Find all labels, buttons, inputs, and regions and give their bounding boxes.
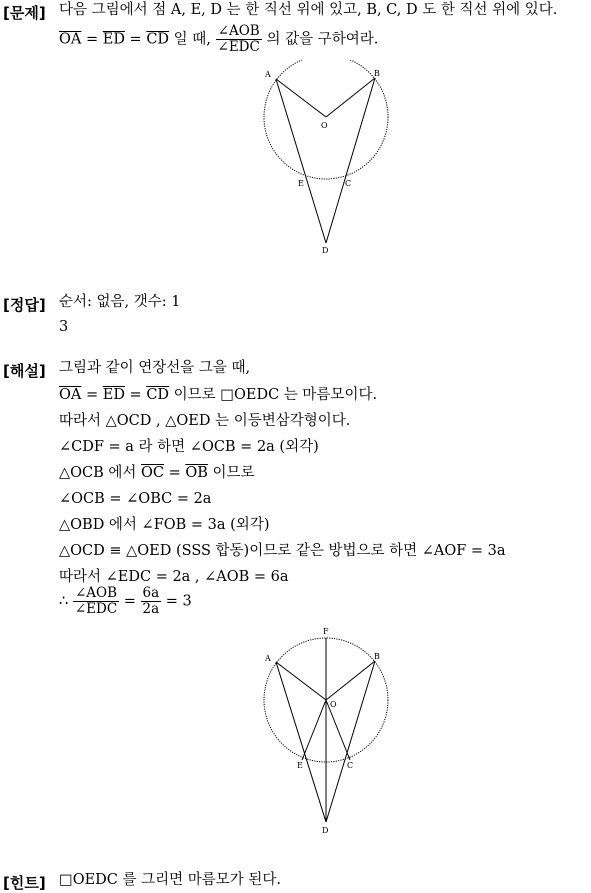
point-e-label: E bbox=[298, 179, 304, 188]
segment-cd: $\overline{CD}$ bbox=[146, 387, 170, 403]
point-a-label: A bbox=[265, 654, 271, 663]
equals: = bbox=[164, 465, 186, 481]
segment-ed: $\overline{ED}$ bbox=[102, 387, 125, 403]
segment-ob bbox=[326, 661, 375, 700]
line-ad bbox=[276, 79, 326, 243]
hint-label: [힌트] bbox=[3, 874, 46, 892]
solution-line-3: 따라서 △OCD , △OED 는 이등변삼각형이다. bbox=[59, 413, 351, 429]
segment-oc: $\overline{OC}$ bbox=[141, 465, 165, 481]
fraction-numerator: ∠AOB bbox=[216, 24, 262, 40]
problem-line-2 bbox=[59, 24, 378, 55]
fraction-denominator: ∠EDC bbox=[217, 39, 260, 55]
hint-text: □OEDC 를 그리면 마름모가 된다. bbox=[59, 872, 282, 888]
rhombus-text: 이므로 □OEDC 는 마름모이다. bbox=[169, 387, 378, 403]
segment-oa: $\overline{OA}$ bbox=[59, 387, 82, 403]
point-b-label: B bbox=[374, 69, 380, 78]
point-b-label: B bbox=[374, 652, 380, 661]
point-f-label: F bbox=[323, 627, 329, 636]
point-o-label: O bbox=[330, 700, 337, 709]
condition-text: 일 때, bbox=[169, 31, 216, 48]
equals: = bbox=[81, 31, 103, 48]
equals: = bbox=[119, 593, 141, 610]
solution-conclusion bbox=[59, 586, 192, 617]
point-e-label: E bbox=[297, 761, 303, 770]
solution-line-1: 그림과 같이 연장선을 그을 때, bbox=[59, 360, 251, 376]
circle bbox=[264, 60, 388, 179]
segment-ed: $\overline{ED}$ bbox=[102, 31, 125, 48]
problem-label: [문제] bbox=[3, 4, 46, 22]
point-c-label: C bbox=[347, 761, 354, 770]
value-fraction bbox=[141, 586, 162, 617]
result: = 3 bbox=[161, 593, 192, 610]
solution-line-7: △OBD 에서 ∠FOB = 3a (외각) bbox=[59, 517, 270, 533]
segment-ao bbox=[276, 662, 326, 700]
ratio-fraction bbox=[73, 586, 119, 617]
line-bd bbox=[326, 78, 375, 243]
segment-cd: $\overline{CD}$ bbox=[146, 31, 170, 48]
answer-label: [정답] bbox=[3, 296, 46, 314]
fraction-denominator: 2a bbox=[142, 601, 160, 617]
equals: = bbox=[81, 387, 103, 403]
segment-ob bbox=[326, 78, 375, 117]
equals: = bbox=[124, 31, 147, 48]
segment-oe bbox=[302, 700, 326, 760]
point-d-label: D bbox=[322, 246, 329, 255]
solution-line-2 bbox=[59, 385, 377, 405]
segment-ob: $\overline{OB}$ bbox=[185, 465, 208, 481]
fraction-numerator: 6a bbox=[142, 585, 160, 601]
segment-oa: $\overline{OA}$ bbox=[59, 31, 82, 48]
solution-line-6: ∠OCB = ∠OBC = 2a bbox=[59, 491, 212, 507]
solution-line-4: ∠CDF = a 라 하면 ∠OCB = 2a (외각) bbox=[59, 439, 319, 455]
solution-label: [해설] bbox=[3, 362, 46, 380]
point-a-label: A bbox=[265, 70, 271, 79]
answer-value: 3 bbox=[59, 319, 69, 335]
point-d-label: D bbox=[322, 826, 329, 835]
solution-line-9: 따라서 ∠EDC = 2a , ∠AOB = 6a bbox=[59, 569, 289, 585]
point-o-label: O bbox=[321, 121, 328, 130]
fraction-numerator: ∠AOB bbox=[73, 586, 119, 602]
fraction-denominator: ∠EDC bbox=[74, 601, 118, 617]
problem-line-1: 다음 그림에서 점 A, E, D 는 한 직선 위에 있고, B, C, D 도 한 직선 위에 있다. bbox=[59, 2, 558, 18]
problem-figure bbox=[255, 60, 395, 260]
ratio-fraction bbox=[216, 24, 262, 55]
solution-line-5 bbox=[59, 463, 255, 483]
line-bd bbox=[326, 661, 375, 822]
line-ad bbox=[276, 662, 326, 822]
solution-line-8: △OCD ≡ △OED (SSS 합동)이므로 같은 방법으로 하면 ∠AOF = 3a bbox=[59, 543, 506, 559]
point-c-label: C bbox=[345, 179, 352, 188]
answer-line-1: 순서: 없음, 갯수: 1 bbox=[59, 294, 181, 310]
question-text: 의 값을 구하여라. bbox=[261, 31, 379, 48]
triangle-text: △OCB 에서 bbox=[59, 465, 142, 481]
segment-ao bbox=[276, 79, 326, 117]
equals: = bbox=[124, 387, 147, 403]
therefore-symbol: ∴ bbox=[59, 593, 73, 610]
therefore-text: 이므로 bbox=[207, 465, 255, 481]
segment-oc bbox=[326, 700, 350, 760]
solution-figure bbox=[255, 620, 395, 840]
